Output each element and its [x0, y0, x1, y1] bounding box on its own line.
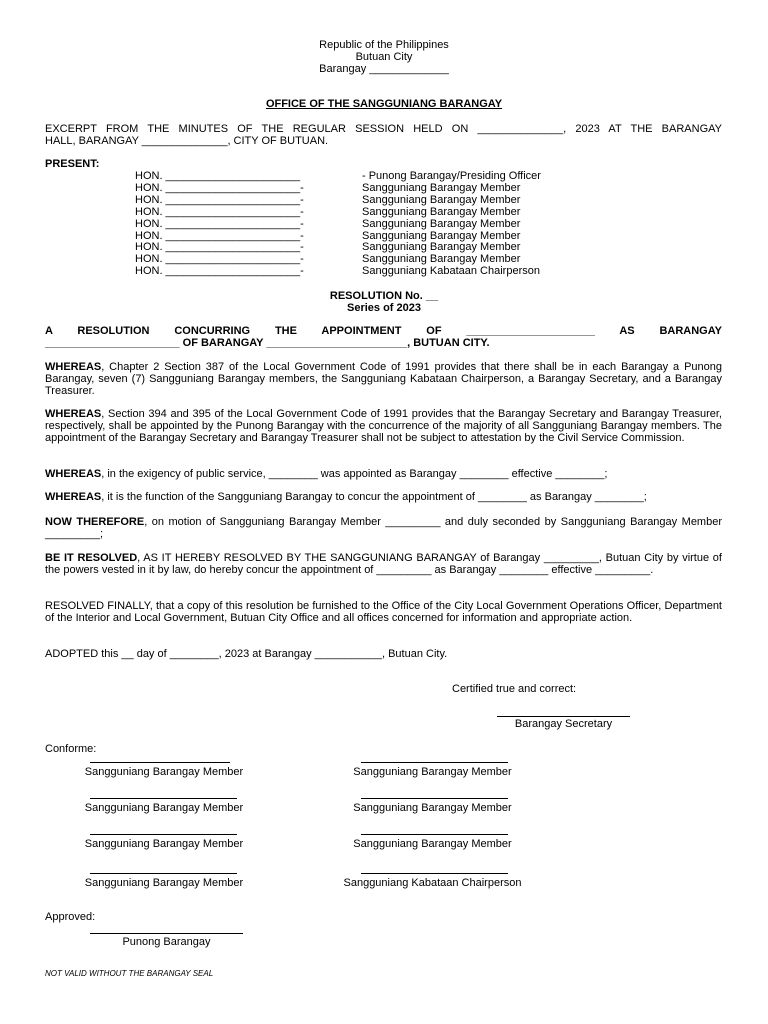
conforme-signature-line	[90, 873, 237, 874]
present-name-blank: HON. ______________________-	[135, 181, 304, 194]
clause-lead: BE IT RESOLVED	[45, 552, 138, 564]
clause-lead: WHEREAS	[45, 361, 102, 373]
resolution-series: Series of 2023	[347, 302, 421, 314]
conforme-signature-line	[361, 873, 508, 874]
whereas-clause-2	[45, 408, 722, 444]
conforme-signature-line	[90, 798, 237, 799]
now-therefore-clause	[45, 516, 722, 540]
punong-barangay-signature-line	[90, 933, 243, 934]
clause-lead: WHEREAS	[45, 491, 102, 503]
present-row	[0, 206, 768, 218]
resolved-finally-clause: RESOLVED FINALLY, that a copy of this resolution be furnished to the Office of the City Local Government Operations Officer, Department of the Interior and Local Government, Butuan City Office and all offices concerned for information and appropriate action.	[45, 600, 722, 624]
present-role: Sangguniang Barangay Member	[362, 205, 521, 218]
present-role: - Punong Barangay/Presiding Officer	[362, 170, 541, 182]
adopted-clause: ADOPTED this __ day of ________, 2023 at Barangay ___________, Butuan City.	[45, 648, 448, 660]
present-name-blank: HON. ______________________-	[135, 265, 304, 278]
country-line: Republic of the Philippines	[319, 39, 449, 51]
excerpt-line-2: HALL, BARANGAY ______________, CITY OF BUTUAN.	[45, 135, 329, 147]
resolution-title-line-1: A RESOLUTION CONCURRING THE APPOINTMENT OF _____________________ AS BARANGAY	[45, 325, 722, 337]
conforme-signatory-label: Sangguniang Barangay Member	[353, 838, 512, 850]
clause-lead: WHEREAS	[45, 408, 102, 420]
whereas-clause-3	[45, 468, 722, 480]
present-role: Sangguniang Barangay Member	[362, 253, 521, 266]
secretary-label: Barangay Secretary	[514, 718, 613, 730]
present-name-blank: HON. ______________________-	[135, 217, 304, 230]
conforme-signature-line	[90, 834, 237, 835]
present-row	[0, 182, 768, 194]
conforme-signatory-label: Sangguniang Barangay Member	[84, 838, 244, 850]
excerpt-line-1: EXCERPT FROM THE MINUTES OF THE REGULAR SESSION HELD ON ______________, 2023 AT THE BARANGAY	[45, 123, 722, 135]
footer-note: NOT VALID WITHOUT THE BARANGAY SEAL	[45, 969, 214, 978]
present-row	[0, 265, 768, 277]
conforme-signatory-label: Sangguniang Barangay Member	[84, 802, 244, 814]
present-name-blank: HON. ______________________-	[135, 205, 304, 218]
resolution-number: RESOLUTION No. __	[329, 290, 439, 302]
conforme-signature-line	[361, 762, 508, 763]
present-role: Sangguniang Barangay Member	[362, 241, 521, 254]
be-it-resolved-clause	[45, 552, 722, 576]
conforme-signature-line	[361, 798, 508, 799]
conforme-signatory-label: Sangguniang Barangay Member	[353, 802, 512, 814]
certified-label: Certified true and correct:	[452, 683, 577, 695]
whereas-clause-1	[45, 361, 722, 397]
resolution-title-line-2: ______________________ OF BARANGAY _______________________, BUTUAN CITY.	[45, 337, 490, 349]
approved-label: Approved:	[45, 911, 96, 923]
clause-text: , Section 394 and 395 of the Local Government Code of 1991 provides that the Barangay Secretary and Barangay Treasurer, respectively, shall be appointed by the Punong Barangay with the concurrence of the majority of all Sangguniang Barangay members. The appointment of the Barangay Secretary and Barangay Treasurer shall not be subject to attestation by the Civil Service Commission.	[45, 408, 722, 444]
secretary-signature-line	[497, 716, 630, 717]
conforme-signatory-label: Sangguniang Barangay Member	[353, 766, 512, 778]
clause-text: , Chapter 2 Section 387 of the Local Government Code of 1991 provides that there shall be in each Barangay a Punong Barangay, seven (7) Sangguniang Barangay members, the Sangguniang Kabataan Chairperson, a Barangay Secretary, and a Barangay Treasurer.	[45, 361, 722, 397]
conforme-signatory-label: Sangguniang Barangay Member	[84, 877, 244, 889]
present-row	[0, 253, 768, 265]
present-role: Sangguniang Barangay Member	[362, 193, 521, 206]
conforme-label: Conforme:	[45, 743, 97, 755]
present-name-blank: HON. ______________________-	[135, 253, 304, 266]
present-name-blank: HON. ______________________-	[135, 229, 304, 242]
present-name-blank: HON. ______________________-	[135, 241, 304, 254]
clause-text: , AS IT HEREBY RESOLVED BY THE SANGGUNIANG BARANGAY of Barangay _________, Butuan City by virtue of the powers vested in it by law, do hereby concur the appointment of _________ as Barangay ________ effective _________.	[45, 552, 722, 576]
clause-lead: WHEREAS	[45, 468, 102, 480]
present-label: PRESENT:	[45, 158, 100, 170]
present-name-blank: HON. ______________________-	[135, 193, 304, 206]
clause-text: , on motion of Sangguniang Barangay Member _________ and duly seconded by Sangguniang Barangay Member _________;	[45, 516, 722, 540]
clause-lead: NOW THEREFORE	[45, 516, 145, 528]
clause-text: , it is the function of the Sangguniang Barangay to concur the appointment of ________ as Barangay ________;	[101, 491, 647, 503]
present-name-blank: HON. ______________________	[135, 170, 301, 182]
conforme-signatory-label: Sangguniang Barangay Member	[84, 766, 244, 778]
present-role: Sangguniang Barangay Member	[362, 217, 521, 230]
present-row	[0, 194, 768, 206]
conforme-signatory-label: Sangguniang Kabataan Chairperson	[343, 877, 522, 889]
document-header	[0, 39, 768, 75]
present-role: Sangguniang Barangay Member	[362, 229, 521, 242]
present-row	[0, 241, 768, 253]
present-row	[0, 218, 768, 230]
present-role: Sangguniang Barangay Member	[362, 181, 521, 194]
conforme-signature-line	[361, 834, 508, 835]
present-row	[0, 230, 768, 242]
present-role: Sangguniang Kabataan Chairperson	[362, 265, 540, 278]
present-row	[0, 170, 768, 182]
punong-barangay-label: Punong Barangay	[122, 936, 211, 948]
clause-text: , in the exigency of public service, ________ was appointed as Barangay ________ effective ________;	[101, 468, 608, 480]
office-title: OFFICE OF THE SANGGUNIANG BARANGAY	[265, 98, 503, 110]
city-line: Butuan City	[355, 51, 413, 63]
whereas-clause-4	[45, 491, 722, 503]
barangay-line: Barangay _____________	[319, 63, 449, 75]
conforme-signature-line	[90, 762, 230, 763]
